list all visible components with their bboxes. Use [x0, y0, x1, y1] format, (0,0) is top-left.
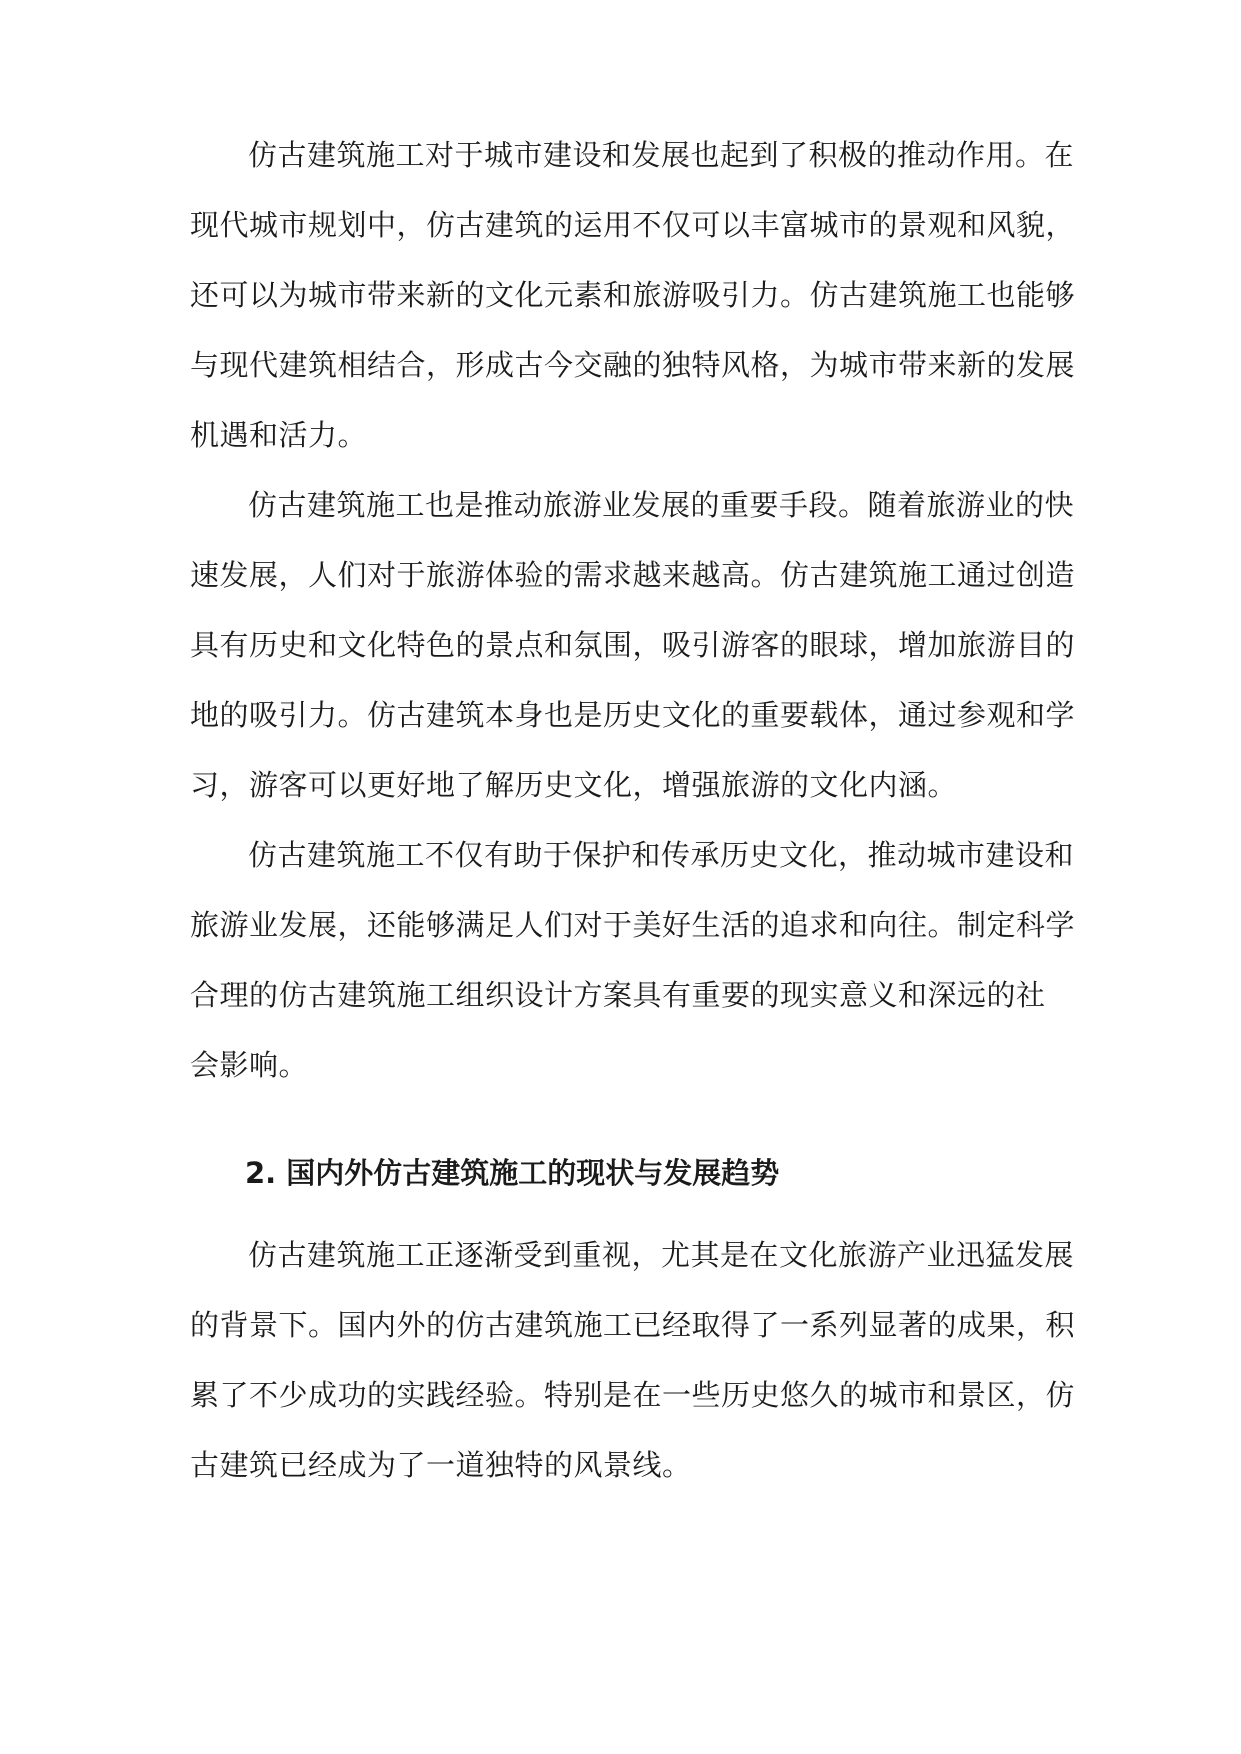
paragraph-line: 与现代建筑相结合，形成古今交融的独特风格，为城市带来新的发展 — [190, 348, 1076, 382]
paragraph-line: 地的吸引力。仿古建筑本身也是历史文化的重要载体，通过参观和学 — [190, 698, 1076, 732]
paragraph-line: 累了不少成功的实践经验。特别是在一些历史悠久的城市和景区，仿 — [190, 1378, 1076, 1412]
paragraph-line: 仿古建筑施工对于城市建设和发展也起到了积极的推动作用。在 — [248, 138, 1075, 172]
paragraph-line: 还可以为城市带来新的文化元素和旅游吸引力。仿古建筑施工也能够 — [190, 278, 1076, 312]
paragraph-line: 合理的仿古建筑施工组织设计方案具有重要的现实意义和深远的社 — [190, 978, 1046, 1012]
paragraph-line: 仿古建筑施工不仅有助于保护和传承历史文化，推动城市建设和 — [248, 838, 1075, 872]
section-heading: 2. 国内外仿古建筑施工的现状与发展趋势 — [245, 1156, 780, 1190]
paragraph-line: 的背景下。国内外的仿古建筑施工已经取得了一系列显著的成果，积 — [190, 1308, 1076, 1342]
paragraph-line: 习，游客可以更好地了解历史文化，增强旅游的文化内涵。 — [190, 768, 958, 802]
paragraph-line: 机遇和活力。 — [190, 418, 368, 452]
paragraph-line: 旅游业发展，还能够满足人们对于美好生活的追求和向往。制定科学 — [190, 908, 1076, 942]
paragraph-line: 现代城市规划中，仿古建筑的运用不仅可以丰富城市的景观和风貌， — [190, 208, 1076, 242]
paragraph-line: 仿古建筑施工正逐渐受到重视，尤其是在文化旅游产业迅猛发展 — [248, 1238, 1075, 1272]
paragraph-line: 仿古建筑施工也是推动旅游业发展的重要手段。随着旅游业的快 — [248, 488, 1075, 522]
paragraph-line: 具有历史和文化特色的景点和氛围，吸引游客的眼球，增加旅游目的 — [190, 628, 1076, 662]
paragraph-line: 会影响。 — [190, 1048, 309, 1082]
paragraph-line: 古建筑已经成为了一道独特的风景线。 — [190, 1448, 692, 1482]
paragraph-line: 速发展，人们对于旅游体验的需求越来越高。仿古建筑施工通过创造 — [190, 558, 1076, 592]
